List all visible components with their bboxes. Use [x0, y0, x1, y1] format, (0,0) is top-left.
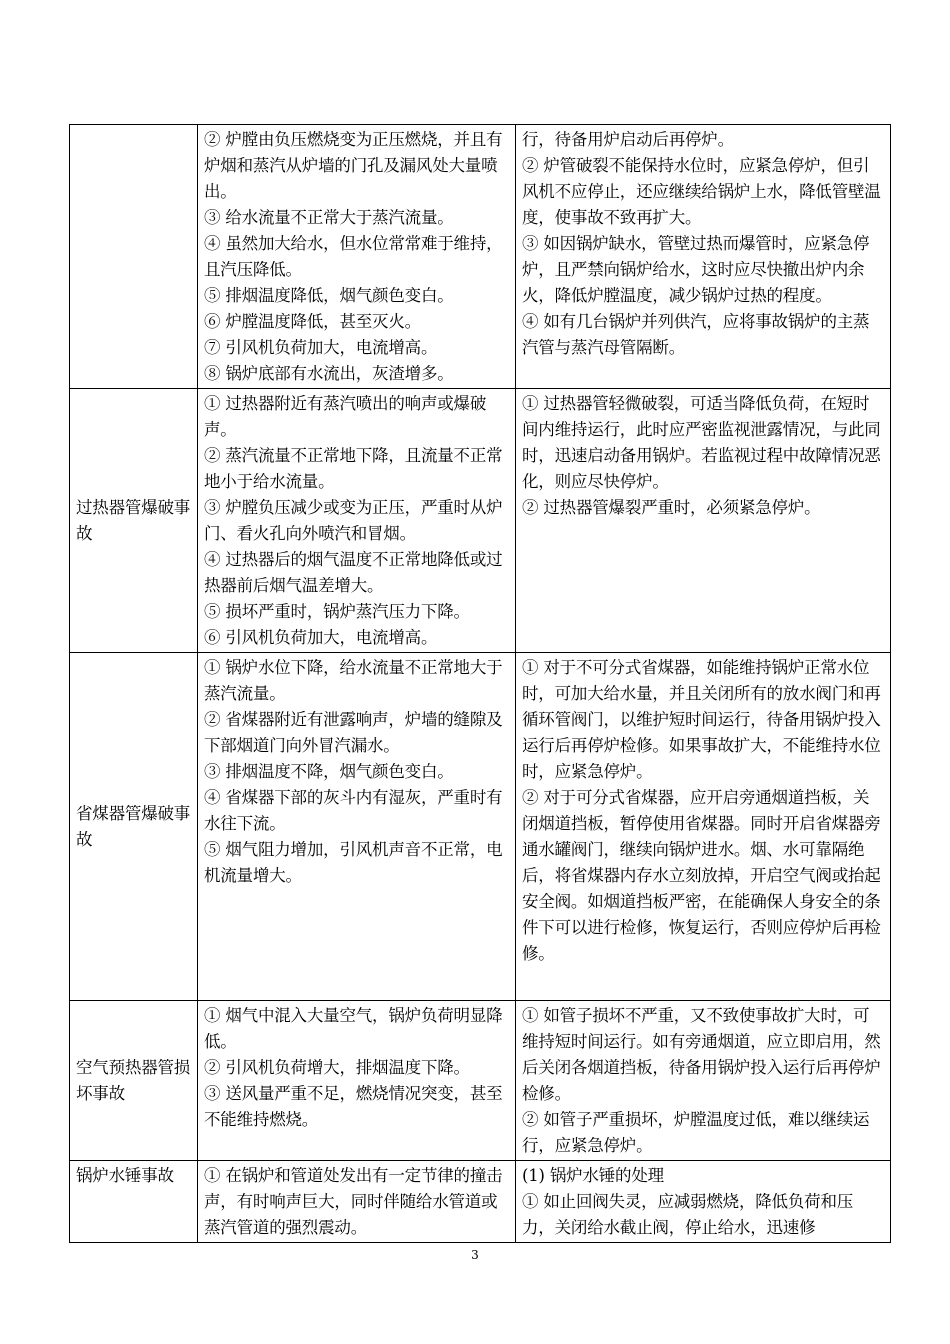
- symptoms-cell: [198, 653, 516, 1001]
- action-item: ② 过热器管爆裂严重时，必须紧急停炉。: [522, 498, 821, 517]
- actions-cell: [516, 1161, 891, 1243]
- symptom-item: ③ 炉膛负压减少或变为正压，严重时从炉门、看火孔向外喷汽和冒烟。: [204, 498, 503, 543]
- symptom-item: ① 过热器附近有蒸汽喷出的响声或爆破声。: [204, 394, 487, 439]
- action-item: ④ 如有几台锅炉并列供汽，应将事故锅炉的主蒸汽管与蒸汽母管隔断。: [522, 312, 870, 357]
- action-item: ① 如管子损坏不严重，又不致使事故扩大时，可维持短时间运行。如有旁通烟道，应立即启用，然后关闭各烟道挡板，待备用锅炉投入运行后再停炉检修。: [522, 1006, 881, 1103]
- symptom-item: ③ 排烟温度不降，烟气颜色变白。: [204, 762, 454, 781]
- symptom-item: ③ 给水流量不正常大于蒸汽流量。: [204, 208, 454, 227]
- symptom-item: ⑤ 烟气阻力增加，引风机声音不正常，电机流量增大。: [204, 840, 503, 885]
- fault-name-cell: 空气预热器管损坏事故: [70, 1001, 198, 1161]
- action-item: ① 过热器管轻微破裂，可适当降低负荷，在短时间内维持运行，此时应严密监视泄露情况，与此同时，迅速启动备用锅炉。若监视过程中故障情况恶化，则应尽快停炉。: [522, 394, 881, 491]
- action-item: ② 炉管破裂不能保持水位时，应紧急停炉，但引风机不应停止，还应继续给锅炉上水，降低管壁温度，使事故不致再扩大。: [522, 156, 881, 227]
- actions-cell: [516, 1001, 891, 1161]
- fault-name-cell: 省煤器管爆破事故: [70, 653, 198, 1001]
- table-row: [70, 1161, 891, 1243]
- symptom-item: ⑤ 损坏严重时，锅炉蒸汽压力下降。: [204, 602, 470, 621]
- symptom-item: ② 省煤器附近有泄露响声，炉墙的缝隙及下部烟道门向外冒汽漏水。: [204, 710, 503, 755]
- fault-name-cell: [70, 125, 198, 389]
- symptom-item: ⑦ 引风机负荷加大，电流增高。: [204, 338, 438, 357]
- symptom-item: ④ 虽然加大给水，但水位常常难于维持，且汽压降低。: [204, 234, 503, 279]
- actions-cell: [516, 125, 891, 389]
- symptom-item: ② 蒸汽流量不正常地下降，且流量不正常地小于给水流量。: [204, 446, 503, 491]
- symptom-item: ⑧ 锅炉底部有水流出，灰渣增多。: [204, 364, 454, 383]
- actions-cell: [516, 389, 891, 653]
- action-item: ① 如止回阀失灵，应减弱燃烧，降低负荷和压力，关闭给水截止阀，停止给水，迅速修: [522, 1192, 854, 1237]
- fault-table: [69, 124, 891, 1243]
- symptoms-cell: [198, 125, 516, 389]
- page-number: 3: [471, 1248, 479, 1262]
- symptoms-cell: [198, 1001, 516, 1161]
- action-item: 行，待备用炉启动后再停炉。: [522, 130, 734, 149]
- symptom-item: ③ 送风量严重不足，燃烧情况突变，甚至不能维持燃烧。: [204, 1084, 503, 1129]
- actions-cell: [516, 653, 891, 1001]
- action-item: (1) 锅炉水锤的处理: [522, 1166, 664, 1185]
- symptoms-cell: [198, 1161, 516, 1243]
- symptoms-cell: [198, 389, 516, 653]
- symptom-item: ⑤ 排烟温度降低，烟气颜色变白。: [204, 286, 454, 305]
- table-row: [70, 125, 891, 389]
- action-item: ① 对于不可分式省煤器，如能维持锅炉正常水位时，可加大给水量，并且关闭所有的放水阀门和再循环管阀门，以维护短时间运行，待备用锅炉投入运行后再停炉检修。如果事故扩大，不能维持水位时，应紧急停炉。: [522, 658, 881, 781]
- symptom-item: ⑥ 炉膛温度降低，甚至灭火。: [204, 312, 421, 331]
- table-row: [70, 1001, 891, 1161]
- symptom-item: ① 在锅炉和管道处发出有一定节律的撞击声，有时响声巨大，同时伴随给水管道或蒸汽管道的强烈震动。: [204, 1166, 503, 1237]
- fault-name-cell: 锅炉水锤事故: [70, 1161, 198, 1243]
- symptom-item: ⑥ 引风机负荷加大，电流增高。: [204, 628, 438, 647]
- action-item: ② 对于可分式省煤器，应开启旁通烟道挡板，关闭烟道挡板，暂停使用省煤器。同时开启省煤器旁通水罐阀门，继续向锅炉进水。烟、水可靠隔绝后，将省煤器内存水立刻放掉，开启空气阀或抬起安全阀。如烟道挡板严密，在能确保人身安全的条件下可以进行检修，恢复运行，否则应停炉后再检修。: [522, 788, 881, 963]
- symptom-item: ④ 过热器后的烟气温度不正常地降低或过热器前后烟气温差增大。: [204, 550, 503, 595]
- action-item: ② 如管子严重损坏，炉膛温度过低，难以继续运行，应紧急停炉。: [522, 1110, 870, 1155]
- fault-name-cell: 过热器管爆破事故: [70, 389, 198, 653]
- action-item: ③ 如因锅炉缺水，管壁过热而爆管时，应紧急停炉，且严禁向锅炉给水，这时应尽快撤出炉内余火，降低炉膛温度，减少锅炉过热的程度。: [522, 234, 870, 305]
- symptom-item: ② 炉膛由负压燃烧变为正压燃烧，并且有炉烟和蒸汽从炉墙的门孔及漏风处大量喷出。: [204, 130, 503, 201]
- table-row: [70, 389, 891, 653]
- symptom-item: ① 烟气中混入大量空气，锅炉负荷明显降低。: [204, 1006, 503, 1051]
- symptom-item: ① 锅炉水位下降，给水流量不正常地大于蒸汽流量。: [204, 658, 503, 703]
- symptom-item: ② 引风机负荷增大，排烟温度下降。: [204, 1058, 470, 1077]
- table-row: [70, 653, 891, 1001]
- symptom-item: ④ 省煤器下部的灰斗内有湿灰，严重时有水往下流。: [204, 788, 503, 833]
